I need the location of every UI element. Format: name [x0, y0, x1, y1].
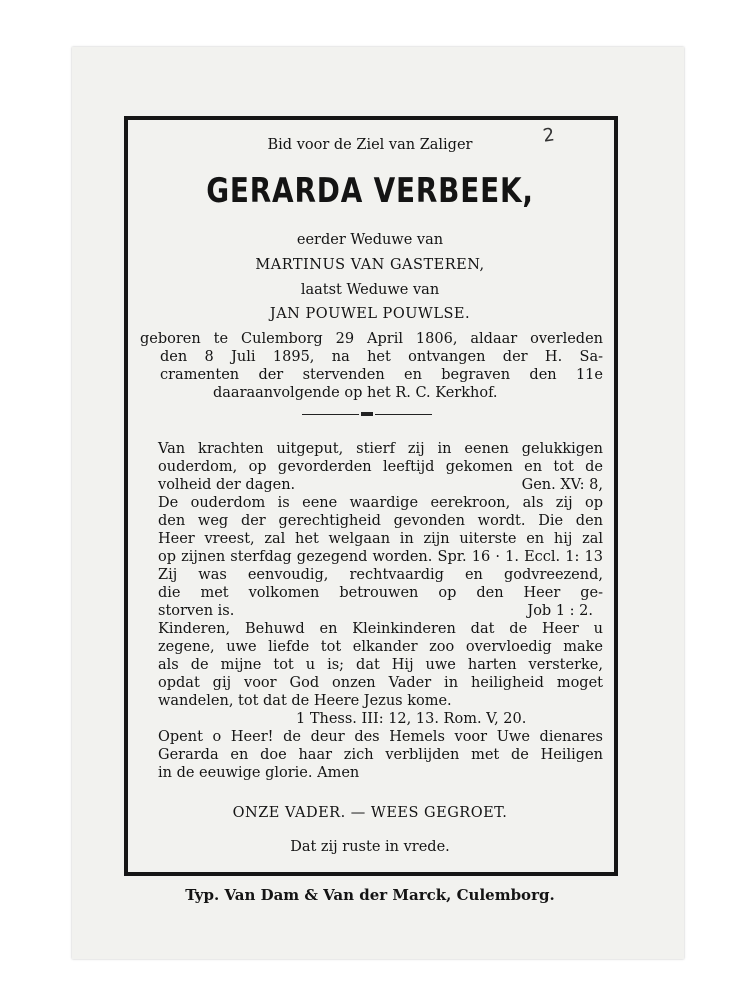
last-husband-name: JAN POUWEL POUWLSE. — [269, 306, 471, 322]
text-line-with-reference — [158, 602, 593, 620]
bio-line: daaraanvolgende op het R. C. Kerkhof. — [213, 385, 498, 401]
text-line: Zij was eenvoudig, rechtvaardig en godvreezend, — [158, 567, 603, 583]
text-line: den weg der gerechtigheid gevonden wordt. Die den — [158, 513, 603, 529]
ornamental-divider — [302, 410, 432, 420]
text-line: als de mijne tot u is; dat Hij uwe harten versterke, — [158, 657, 603, 673]
text-line: volheid der dagen. — [158, 477, 296, 493]
text-line: storven is. — [158, 603, 235, 619]
rest-in-peace: Dat zij ruste in vrede. — [290, 839, 450, 855]
text-line: ouderdom, op gevorderden leeftijd gekomen en tot de — [158, 459, 603, 475]
text-line: die met volkomen betrouwen op den Heer ge- — [158, 585, 603, 601]
text-line: Kinderen, Behuwd en Kleinkinderen dat de Heer u — [158, 621, 603, 637]
first-husband-name: MARTINUS VAN GASTEREN, — [255, 257, 485, 273]
bio-line: den 8 Juli 1895, na het ontvangen der H. Sa- — [160, 349, 603, 365]
text-line: wandelen, tot dat de Heere Jezus kome. — [158, 693, 452, 709]
bio-line: geboren te Culemborg 29 April 1806, aldaar overleden — [140, 331, 603, 347]
text-line: op zijnen sterfdag gezegend worden. Spr. 16 · 1. Eccl. 1: 13 — [158, 549, 603, 565]
scripture-reference: Job 1 : 2. — [527, 603, 593, 619]
text-line: in de eeuwige glorie. Amen — [158, 765, 360, 781]
widow-first-label: eerder Weduwe van — [296, 232, 444, 248]
widow-last-label: laatst Weduwe van — [300, 282, 440, 298]
text-line: Heer vreest, zal het welgaan in zijn uiterste en hij zal — [158, 531, 603, 547]
prayer-heading: Bid voor de Ziel van Zaliger — [267, 137, 473, 153]
text-line: Opent o Heer! de deur des Hemels voor Uwe dienares — [158, 729, 603, 745]
text-line: Gerarda en doe haar zich verblijden met de Heiligen — [158, 747, 603, 763]
text-line: Van krachten uitgeput, stierf zij in eenen gelukkigen — [158, 441, 603, 457]
handwritten-number: 2 — [541, 124, 556, 147]
text-line: opdat gij voor God onzen Vader in heiligheid moget — [158, 675, 603, 691]
scripture-reference: Gen. XV: 8, — [521, 477, 603, 493]
prayers-line: ONZE VADER. — WEES GEGROET. — [232, 805, 508, 821]
text-line-with-reference — [158, 476, 603, 494]
scripture-reference: 1 Thess. III: 12, 13. Rom. V, 20. — [296, 711, 527, 727]
printer-credit: Typ. Van Dam & Van der Marck, Culemborg. — [185, 886, 555, 904]
text-line: De ouderdom is eene waardige eerekroon, als zij op — [158, 495, 603, 511]
bio-line: cramenten der stervenden en begraven den 11e — [160, 367, 603, 383]
text-line: zegene, uwe liefde tot elkander zoo overvloedig make — [158, 639, 603, 655]
deceased-name: GERARDA VERBEEK, — [206, 171, 534, 211]
